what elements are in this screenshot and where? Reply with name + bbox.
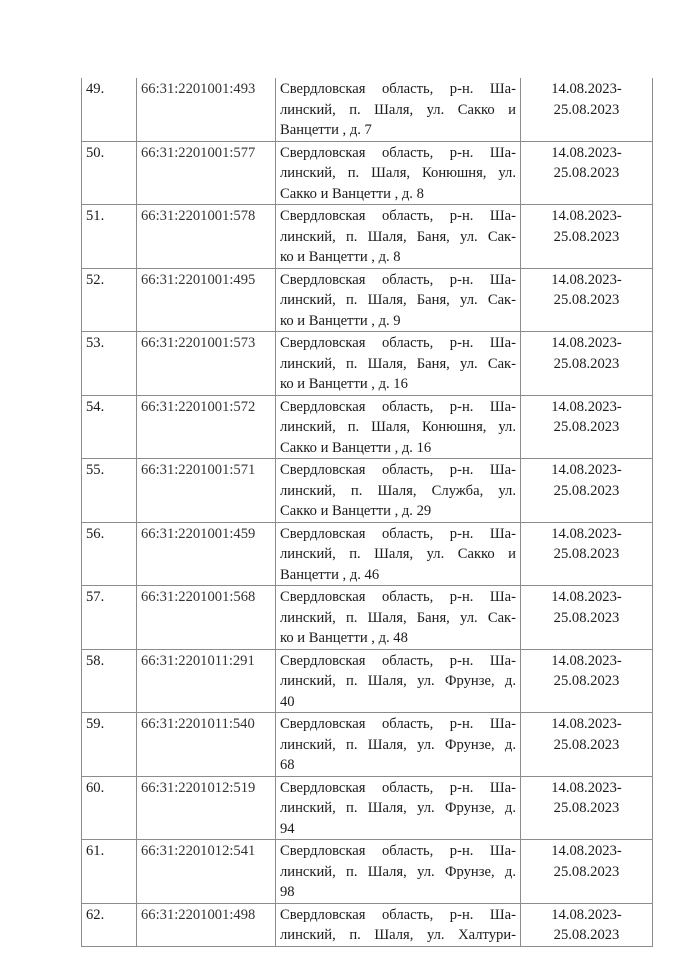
- address-line: ко и Ванцетти , д. 16: [280, 376, 408, 392]
- address-cell: [276, 268, 521, 332]
- cadastral-number-cell: 66:31:2201001:578: [137, 205, 276, 269]
- table-row: [82, 649, 653, 713]
- address-cell: [276, 840, 521, 904]
- address-line: ко и Ванцетти , д. 9: [280, 312, 401, 329]
- address-line: линский, п. Шаля, ул. Фрунзе, д.: [280, 863, 516, 880]
- address-line: 68: [280, 757, 295, 773]
- address-cell: [276, 903, 521, 946]
- address-cell: [276, 713, 521, 777]
- row-number-cell: 58.: [82, 649, 137, 713]
- cadastral-number-cell: 66:31:2201001:577: [137, 141, 276, 205]
- address-cell: [276, 78, 521, 141]
- address-line: Сакко и Ванцетти , д. 16: [280, 439, 432, 456]
- address-cell: [276, 141, 521, 205]
- address-line: 98: [280, 884, 295, 900]
- period-end: 25.08.2023: [553, 419, 620, 435]
- land-plots-table: [81, 78, 653, 947]
- period-cell: [521, 268, 653, 332]
- table-row: [82, 776, 653, 840]
- table-body: [82, 78, 653, 946]
- address-line: линский, п. Шаля, ул. Сакко и: [280, 546, 516, 562]
- cadastral-number-cell: 66:31:2201011:291: [137, 649, 276, 713]
- table-row: [82, 840, 653, 904]
- period-start: 14.08.2023-: [551, 144, 622, 161]
- period-cell: [521, 903, 653, 946]
- row-number-cell: 53.: [82, 332, 137, 396]
- period-start: 14.08.2023-: [551, 208, 622, 224]
- address-line: Свердловская область, р-н. Ша-: [280, 779, 516, 796]
- period-end: 25.08.2023: [553, 292, 620, 308]
- table-row: [82, 332, 653, 396]
- address-line: линский, п. Шаля, Баня, ул. Сак-: [280, 355, 516, 372]
- period-start: 14.08.2023-: [551, 81, 622, 97]
- period-end: 25.08.2023: [553, 546, 620, 562]
- period-cell: [521, 713, 653, 777]
- address-line: Сакко и Ванцетти , д. 8: [280, 185, 424, 202]
- period-start: 14.08.2023-: [551, 843, 622, 859]
- address-cell: [276, 649, 521, 713]
- row-number-cell: 52.: [82, 268, 137, 332]
- address-line: линский, п. Шаля, ул. Фрунзе, д.: [280, 673, 516, 689]
- period-end: 25.08.2023: [553, 800, 620, 816]
- row-number-cell: 54.: [82, 395, 137, 459]
- period-end: 25.08.2023: [553, 609, 620, 626]
- address-line: Сакко и Ванцетти , д. 29: [280, 503, 432, 519]
- period-start: 14.08.2023-: [551, 525, 622, 542]
- period-start: 14.08.2023-: [551, 589, 622, 605]
- address-line: Свердловская область, р-н. Ша-: [280, 208, 516, 224]
- period-start: 14.08.2023-: [551, 652, 622, 669]
- period-end: 25.08.2023: [553, 482, 620, 499]
- cadastral-number-cell: 66:31:2201001:573: [137, 332, 276, 396]
- address-line: 40: [280, 693, 295, 710]
- table-row: [82, 141, 653, 205]
- cadastral-number-cell: 66:31:2201001:568: [137, 586, 276, 650]
- table-row: [82, 586, 653, 650]
- period-end: 25.08.2023: [553, 101, 620, 118]
- period-start: 14.08.2023-: [551, 779, 622, 796]
- address-line: Свердловская область, р-н. Ша-: [280, 716, 516, 732]
- row-number-cell: 51.: [82, 205, 137, 269]
- period-end: 25.08.2023: [553, 736, 620, 753]
- address-line: Свердловская область, р-н. Ша-: [280, 525, 516, 542]
- period-start: 14.08.2023-: [551, 906, 622, 923]
- address-line: линский, п. Шаля, Баня, ул. Сак-: [280, 292, 516, 308]
- period-cell: [521, 78, 653, 141]
- period-start: 14.08.2023-: [551, 335, 622, 351]
- period-start: 14.08.2023-: [551, 398, 622, 415]
- address-line: Свердловская область, р-н. Ша-: [280, 335, 516, 351]
- period-cell: [521, 141, 653, 205]
- address-line: линский, п. Шаля, Баня, ул. Сак-: [280, 609, 516, 626]
- cadastral-number-cell: 66:31:2201012:519: [137, 776, 276, 840]
- address-line: 94: [280, 820, 295, 837]
- row-number-cell: 56.: [82, 522, 137, 586]
- address-line: Свердловская область, р-н. Ша-: [280, 906, 516, 923]
- cadastral-number-cell: 66:31:2201012:541: [137, 840, 276, 904]
- period-cell: [521, 332, 653, 396]
- address-line: Свердловская область, р-н. Ша-: [280, 271, 516, 288]
- address-line: Свердловская область, р-н. Ша-: [280, 652, 516, 669]
- cadastral-number-cell: 66:31:2201011:540: [137, 713, 276, 777]
- address-line: линский, п. Шаля, ул. Сакко и: [280, 101, 516, 118]
- row-number-cell: 59.: [82, 713, 137, 777]
- address-line: линский, п. Шаля, Конюшня, ул.: [280, 165, 516, 181]
- address-line: линский, п. Шаля, ул. Халтури-: [280, 927, 516, 943]
- address-line: линский, п. Шаля, ул. Фрунзе, д.: [280, 800, 516, 816]
- row-number-cell: 49.: [82, 78, 137, 141]
- row-number-cell: 57.: [82, 586, 137, 650]
- table-row: [82, 522, 653, 586]
- table-row: [82, 205, 653, 269]
- row-number-cell: 50.: [82, 141, 137, 205]
- address-line: Свердловская область, р-н. Ша-: [280, 398, 516, 415]
- cadastral-number-cell: 66:31:2201001:495: [137, 268, 276, 332]
- period-start: 14.08.2023-: [551, 271, 622, 288]
- row-number-cell: 61.: [82, 840, 137, 904]
- address-line: линский, п. Шаля, ул. Фрунзе, д.: [280, 736, 516, 753]
- address-cell: [276, 395, 521, 459]
- row-number-cell: 60.: [82, 776, 137, 840]
- table-row: [82, 395, 653, 459]
- cadastral-number-cell: 66:31:2201001:493: [137, 78, 276, 141]
- period-cell: [521, 776, 653, 840]
- period-end: 25.08.2023: [553, 165, 620, 181]
- cadastral-number-cell: 66:31:2201001:498: [137, 903, 276, 946]
- period-cell: [521, 395, 653, 459]
- address-cell: [276, 776, 521, 840]
- address-line: Ванцетти , д. 7: [280, 122, 372, 138]
- period-end: 25.08.2023: [553, 863, 620, 880]
- address-line: линский, п. Шаля, Конюшня, ул.: [280, 419, 516, 435]
- address-line: Свердловская область, р-н. Ша-: [280, 81, 516, 97]
- cadastral-number-cell: 66:31:2201001:459: [137, 522, 276, 586]
- period-cell: [521, 205, 653, 269]
- table-row: [82, 459, 653, 523]
- row-number-cell: 62.: [82, 903, 137, 946]
- period-start: 14.08.2023-: [551, 462, 622, 478]
- period-start: 14.08.2023-: [551, 716, 622, 732]
- period-cell: [521, 649, 653, 713]
- table-row: [82, 268, 653, 332]
- table-row: [82, 78, 653, 141]
- address-line: Свердловская область, р-н. Ша-: [280, 462, 516, 478]
- address-line: линский, п. Шаля, Служба, ул.: [280, 482, 516, 499]
- address-cell: [276, 522, 521, 586]
- address-line: Свердловская область, р-н. Ша-: [280, 144, 516, 161]
- table-row: [82, 713, 653, 777]
- period-cell: [521, 840, 653, 904]
- period-cell: [521, 586, 653, 650]
- cadastral-number-cell: 66:31:2201001:571: [137, 459, 276, 523]
- address-line: ко и Ванцетти , д. 8: [280, 249, 401, 265]
- address-cell: [276, 586, 521, 650]
- address-line: Ванцетти , д. 46: [280, 566, 380, 583]
- table-row: [82, 903, 653, 946]
- address-line: ко и Ванцетти , д. 48: [280, 630, 408, 646]
- address-line: Свердловская область, р-н. Ша-: [280, 589, 516, 605]
- period-end: 25.08.2023: [553, 673, 620, 689]
- period-end: 25.08.2023: [553, 355, 620, 372]
- period-end: 25.08.2023: [553, 927, 620, 943]
- address-line: Свердловская область, р-н. Ша-: [280, 843, 516, 859]
- address-line: линский, п. Шаля, Баня, ул. Сак-: [280, 228, 516, 245]
- address-cell: [276, 332, 521, 396]
- period-end: 25.08.2023: [553, 228, 620, 245]
- row-number-cell: 55.: [82, 459, 137, 523]
- cadastral-number-cell: 66:31:2201001:572: [137, 395, 276, 459]
- period-cell: [521, 522, 653, 586]
- address-cell: [276, 459, 521, 523]
- address-cell: [276, 205, 521, 269]
- period-cell: [521, 459, 653, 523]
